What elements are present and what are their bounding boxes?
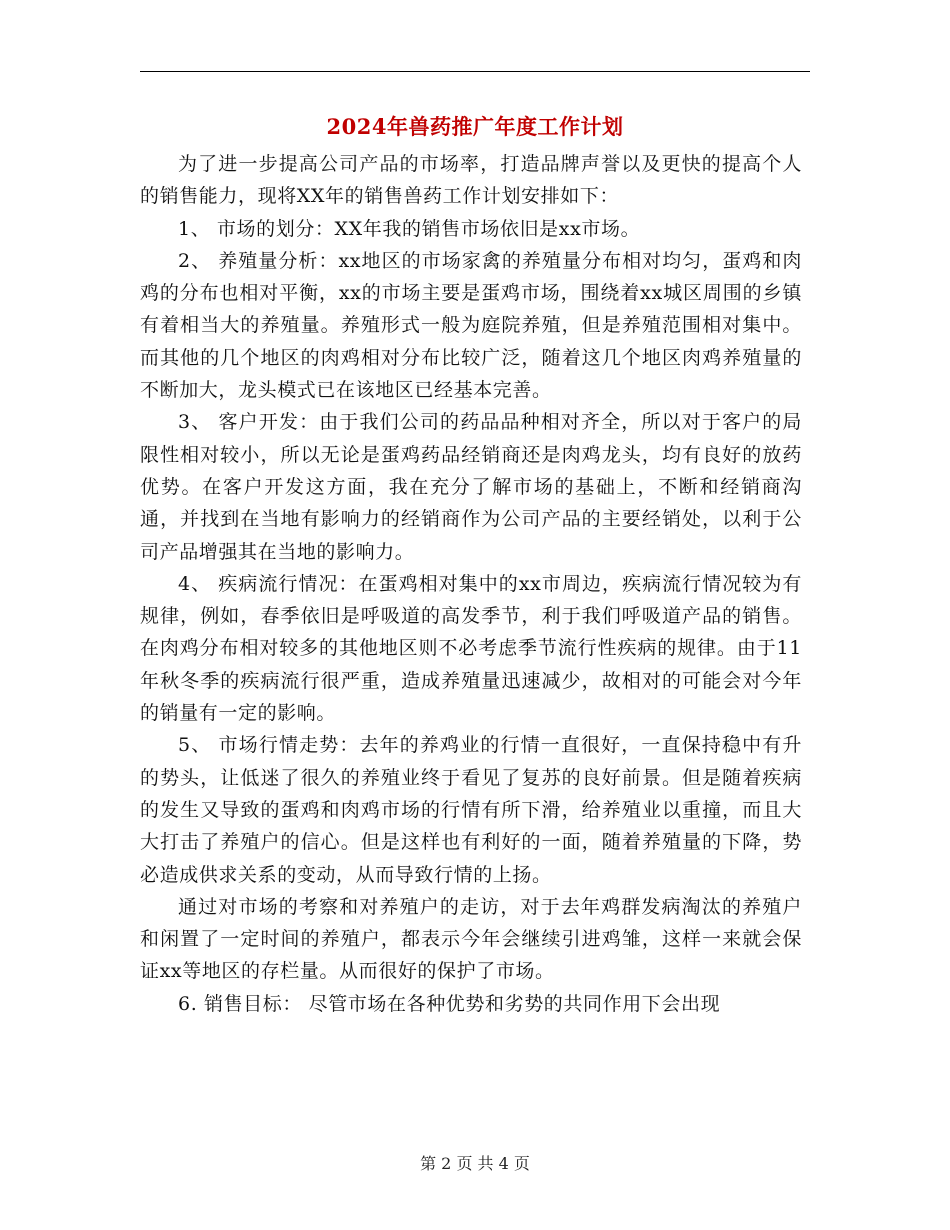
paragraph-intro: 为了进一步提高公司产品的市场率，打造品牌声誉以及更快的提高个人的销售能力，现将XX年的销售兽药工作计划安排如下： — [140, 153, 802, 208]
paragraph-market-survey: 通过对市场的考察和对养殖户的走访，对于去年鸡群发病淘汰的养殖户和闲置了一定时间的养殖户，都表示今年会继续引进鸡雏，这样一来就会保证xx等地区的存栏量。从而很好的保护了市场。 — [140, 895, 802, 983]
page-number-footer: 第 2 页 共 4 页 — [420, 1154, 530, 1173]
paragraph-sales-target: 6. 销售目标： 尽管市场在各种优势和劣势的共同作用下会出现 — [178, 992, 721, 1015]
paragraph-breeding-analysis: 2、 养殖量分析：xx地区的市场家禽的养殖量分布相对均匀，蛋鸡和肉鸡的分布也相对平衡，xx的市场主要是蛋鸡市场，围绕着xx城区周围的乡镇有着相当大的养殖量。养殖形式一般为庭院养殖，但是养殖范围相对集中。而其他的几个地区的肉鸡相对分布比较广泛，随着这几个地区肉鸡养殖量的不断加大，龙头模式已在该地区已经基本完善。 — [140, 249, 802, 402]
paragraph-market-division: 1、 市场的划分：XX年我的销售市场依旧是xx市场。 — [178, 217, 641, 240]
header-rule — [140, 71, 810, 72]
paragraph-market-trend: 5、 市场行情走势：去年的养鸡业的行情一直很好，一直保持稳中有升的势头，让低迷了很久的养殖业终于看见了复苏的良好前景。但是随着疾病的发生又导致的蛋鸡和肉鸡市场的行情有所下滑，给养殖业以重撞，而且大大打击了养殖户的信心。但是这样也有利好的一面，随着养殖量的下降，势必造成供求关系的变动，从而导致行情的上扬。 — [140, 734, 802, 886]
paragraph-customer-development: 3、 客户开发：由于我们公司的药品品种相对齐全，所以对于客户的局限性相对较小，所以无论是蛋鸡药品经销商还是肉鸡龙头，均有良好的放药优势。在客户开发这方面，我在充分了解市场的基础上，不断和经销商沟通，并找到在当地有影响力的经销商作为公司产品的主要经销处，以利于公司产品增强其在当地的影响力。 — [140, 411, 802, 563]
document-body — [140, 148, 802, 1020]
paragraph-disease-situation: 4、 疾病流行情况：在蛋鸡相对集中的xx市周边，疾病流行情况较为有规律，例如，春季依旧是呼吸道的高发季节，利于我们呼吸道产品的销售。在肉鸡分布相对较多的其他地区则不必考虑季节流行性疾病的规律。由于11年秋冬季的疾病流行很严重，造成养殖量迅速减少，故相对的可能会对今年的销量有一定的影响。 — [140, 572, 802, 725]
document-title: 2024年兽药推广年度工作计划 — [326, 114, 624, 139]
